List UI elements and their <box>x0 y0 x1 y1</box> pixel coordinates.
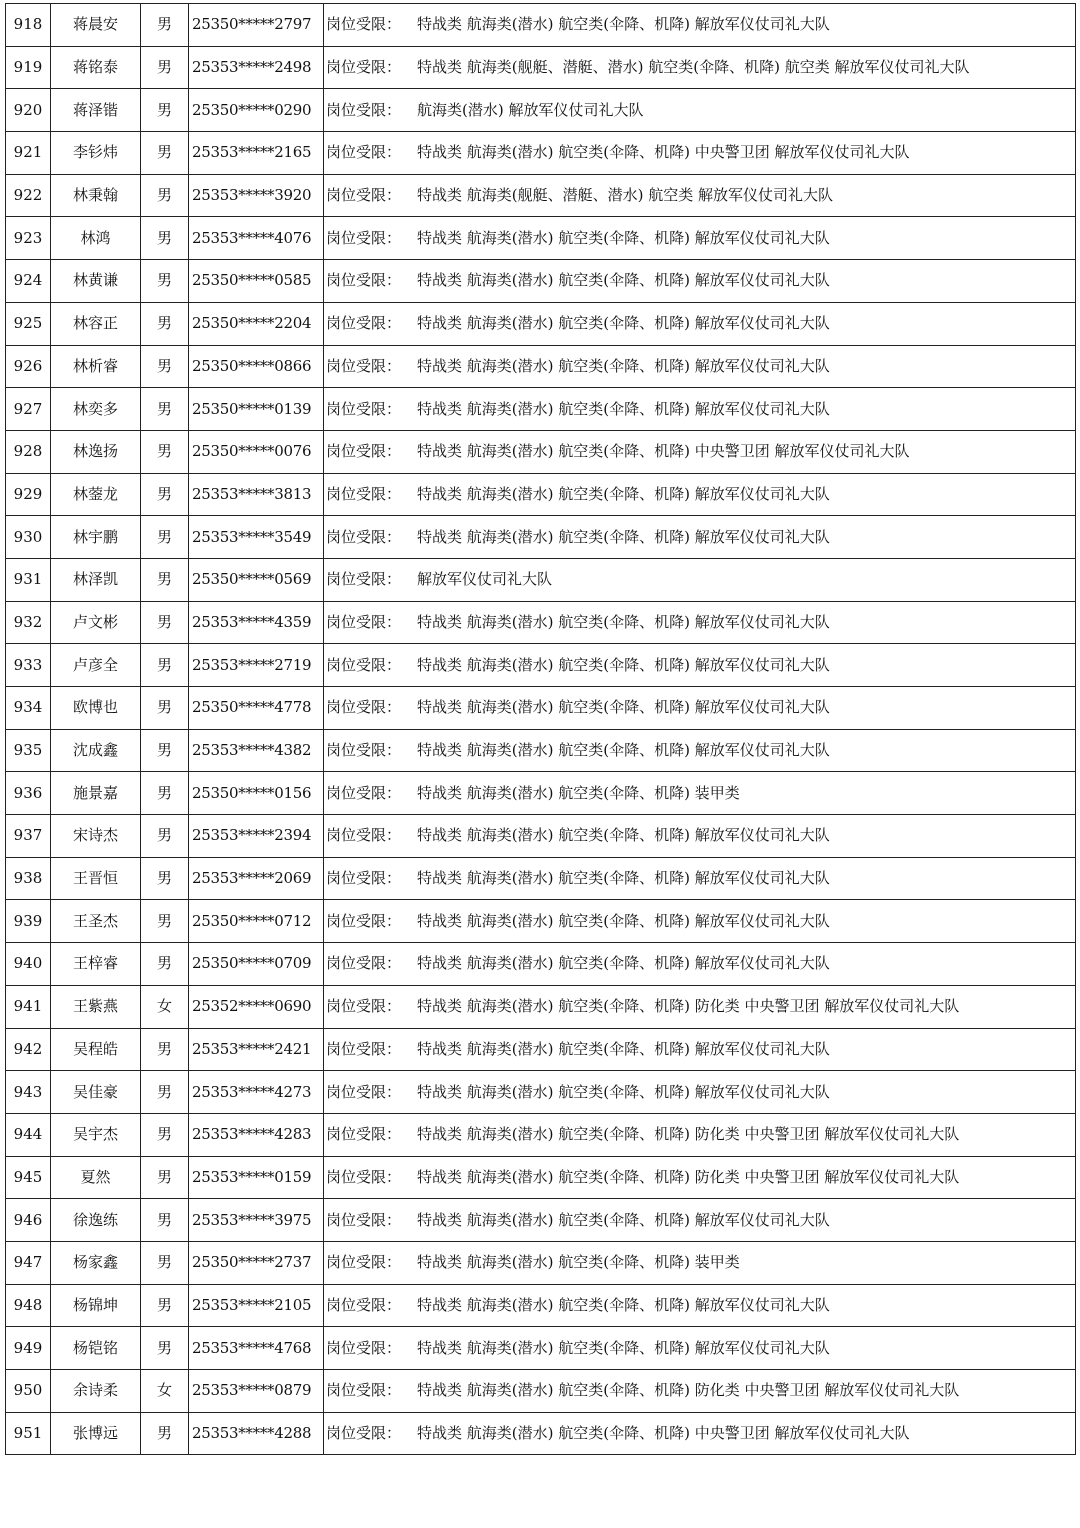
table-row <box>6 1028 1076 1071</box>
candidate-id: 25353*****4768 <box>189 1327 324 1370</box>
row-number: 938 <box>6 857 51 900</box>
candidate-name: 蒋晨安 <box>51 4 141 47</box>
candidate-id: 25353*****4283 <box>189 1113 324 1156</box>
restriction-text: 特战类 航海类(潜水) 航空类(伞降、机降) 解放军仪仗司礼大队 <box>417 527 830 546</box>
candidate-id: 25353*****3975 <box>189 1199 324 1242</box>
restriction-text: 特战类 航海类(潜水) 航空类(伞降、机降) 解放军仪仗司礼大队 <box>417 655 830 674</box>
candidate-id: 25350*****2797 <box>189 4 324 47</box>
restriction-cell <box>324 174 1076 217</box>
candidate-name: 吴程皓 <box>51 1028 141 1071</box>
restriction-label: 岗位受限： <box>326 15 402 34</box>
restriction-text: 解放军仪仗司礼大队 <box>417 570 553 589</box>
candidate-name: 张博远 <box>51 1412 141 1455</box>
row-number: 944 <box>6 1113 51 1156</box>
table-row <box>6 4 1076 47</box>
candidate-id: 25353*****4382 <box>189 729 324 772</box>
restriction-text: 特战类 航海类(潜水) 航空类(伞降、机降) 解放军仪仗司礼大队 <box>417 741 830 760</box>
restriction-text: 特战类 航海类(潜水) 航空类(伞降、机降) 中央警卫团 解放军仪仗司礼大队 <box>417 143 910 162</box>
restriction-cell <box>324 1199 1076 1242</box>
restriction-cell <box>324 345 1076 388</box>
restriction-text: 特战类 航海类(潜水) 航空类(伞降、机降) 解放军仪仗司礼大队 <box>417 826 830 845</box>
candidate-id: 25353*****4288 <box>189 1412 324 1455</box>
table-row <box>6 644 1076 687</box>
restriction-text: 航海类(潜水) 解放军仪仗司礼大队 <box>417 100 644 119</box>
row-number: 943 <box>6 1071 51 1114</box>
restriction-text: 特战类 航海类(潜水) 航空类(伞降、机降) 解放军仪仗司礼大队 <box>417 399 830 418</box>
candidate-id: 25352*****0690 <box>189 985 324 1028</box>
restriction-cell <box>324 1028 1076 1071</box>
candidate-gender: 男 <box>141 89 189 132</box>
table-row <box>6 132 1076 175</box>
table-row <box>6 1199 1076 1242</box>
candidate-name: 沈成鑫 <box>51 729 141 772</box>
candidate-id: 25353*****2165 <box>189 132 324 175</box>
restriction-label: 岗位受限： <box>326 1338 402 1357</box>
restriction-cell <box>324 1113 1076 1156</box>
candidate-name: 林秉翰 <box>51 174 141 217</box>
candidate-id: 25353*****3813 <box>189 473 324 516</box>
candidate-name: 卢彦全 <box>51 644 141 687</box>
table-row <box>6 601 1076 644</box>
candidate-gender: 男 <box>141 473 189 516</box>
row-number: 920 <box>6 89 51 132</box>
table-row <box>6 1327 1076 1370</box>
table-row <box>6 260 1076 303</box>
restriction-label: 岗位受限： <box>326 58 402 77</box>
candidate-name: 林逸扬 <box>51 430 141 473</box>
restriction-label: 岗位受限： <box>326 527 402 546</box>
restriction-text: 特战类 航海类(潜水) 航空类(伞降、机降) 中央警卫团 解放军仪仗司礼大队 <box>417 442 910 461</box>
restriction-cell <box>324 601 1076 644</box>
table-row <box>6 345 1076 388</box>
candidate-name: 王晋恒 <box>51 857 141 900</box>
row-number: 947 <box>6 1241 51 1284</box>
restriction-text: 特战类 航海类(潜水) 航空类(伞降、机降) 解放军仪仗司礼大队 <box>417 1295 830 1314</box>
table-row <box>6 985 1076 1028</box>
candidate-name: 王圣杰 <box>51 900 141 943</box>
row-number: 935 <box>6 729 51 772</box>
table-row <box>6 1284 1076 1327</box>
restriction-label: 岗位受限： <box>326 399 402 418</box>
row-number: 950 <box>6 1370 51 1413</box>
candidate-id: 25350*****0709 <box>189 943 324 986</box>
candidate-name: 徐逸练 <box>51 1199 141 1242</box>
restriction-text: 特战类 航海类(潜水) 航空类(伞降、机降) 防化类 中央警卫团 解放军仪仗司礼大队 <box>417 1381 960 1400</box>
restriction-cell <box>324 900 1076 943</box>
candidate-name: 林奕多 <box>51 388 141 431</box>
row-number: 941 <box>6 985 51 1028</box>
candidate-name: 林宇鹏 <box>51 516 141 559</box>
restriction-cell <box>324 260 1076 303</box>
row-number: 948 <box>6 1284 51 1327</box>
restriction-text: 特战类 航海类(潜水) 航空类(伞降、机降) 解放军仪仗司礼大队 <box>417 612 830 631</box>
candidate-gender: 男 <box>141 1199 189 1242</box>
row-number: 932 <box>6 601 51 644</box>
table-row <box>6 900 1076 943</box>
restriction-label: 岗位受限： <box>326 442 402 461</box>
restriction-label: 岗位受限： <box>326 228 402 247</box>
row-number: 927 <box>6 388 51 431</box>
candidate-id: 25353*****2719 <box>189 644 324 687</box>
candidate-gender: 男 <box>141 345 189 388</box>
restriction-label: 岗位受限： <box>326 826 402 845</box>
restriction-text: 特战类 航海类(舰艇、潜艇、潜水) 航空类 解放军仪仗司礼大队 <box>417 186 834 205</box>
restriction-label: 岗位受限： <box>326 698 402 717</box>
table-row <box>6 46 1076 89</box>
restriction-cell <box>324 217 1076 260</box>
restriction-label: 岗位受限： <box>326 100 402 119</box>
candidate-name: 卢文彬 <box>51 601 141 644</box>
restriction-cell <box>324 473 1076 516</box>
row-number: 919 <box>6 46 51 89</box>
table-row <box>6 772 1076 815</box>
row-number: 933 <box>6 644 51 687</box>
restriction-cell <box>324 558 1076 601</box>
restriction-text: 特战类 航海类(潜水) 航空类(伞降、机降) 解放军仪仗司礼大队 <box>417 484 830 503</box>
candidate-id: 25350*****0585 <box>189 260 324 303</box>
row-number: 925 <box>6 302 51 345</box>
restriction-cell <box>324 1412 1076 1455</box>
candidate-id: 25353*****2421 <box>189 1028 324 1071</box>
restriction-cell <box>324 1327 1076 1370</box>
row-number: 946 <box>6 1199 51 1242</box>
candidate-gender: 男 <box>141 388 189 431</box>
candidate-id: 25353*****2394 <box>189 815 324 858</box>
restriction-label: 岗位受限： <box>326 954 402 973</box>
restriction-cell <box>324 302 1076 345</box>
candidate-gender: 男 <box>141 943 189 986</box>
restriction-label: 岗位受限： <box>326 1167 402 1186</box>
table-row <box>6 857 1076 900</box>
candidate-gender: 男 <box>141 857 189 900</box>
row-number: 924 <box>6 260 51 303</box>
row-number: 930 <box>6 516 51 559</box>
candidate-name: 王梓睿 <box>51 943 141 986</box>
candidate-gender: 男 <box>141 900 189 943</box>
restriction-cell <box>324 687 1076 730</box>
candidate-gender: 男 <box>141 601 189 644</box>
row-number: 921 <box>6 132 51 175</box>
candidate-gender: 男 <box>141 4 189 47</box>
restriction-label: 岗位受限： <box>326 783 402 802</box>
row-number: 949 <box>6 1327 51 1370</box>
row-number: 934 <box>6 687 51 730</box>
restriction-label: 岗位受限： <box>326 1210 402 1229</box>
table-row <box>6 943 1076 986</box>
candidate-name: 杨铠铭 <box>51 1327 141 1370</box>
candidate-gender: 男 <box>141 1241 189 1284</box>
candidate-id: 25353*****2105 <box>189 1284 324 1327</box>
row-number: 928 <box>6 430 51 473</box>
restriction-text: 特战类 航海类(潜水) 航空类(伞降、机降) 解放军仪仗司礼大队 <box>417 954 830 973</box>
candidate-gender: 男 <box>141 46 189 89</box>
candidate-name: 林鸿 <box>51 217 141 260</box>
table-row <box>6 1113 1076 1156</box>
restriction-label: 岗位受限： <box>326 997 402 1016</box>
restriction-cell <box>324 1156 1076 1199</box>
table-row <box>6 558 1076 601</box>
candidate-name: 杨家鑫 <box>51 1241 141 1284</box>
row-number: 940 <box>6 943 51 986</box>
candidate-name: 夏然 <box>51 1156 141 1199</box>
row-number: 918 <box>6 4 51 47</box>
restriction-text: 特战类 航海类(潜水) 航空类(伞降、机降) 解放军仪仗司礼大队 <box>417 1338 830 1357</box>
candidate-name: 林黄谦 <box>51 260 141 303</box>
candidate-gender: 男 <box>141 217 189 260</box>
candidate-id: 25350*****2204 <box>189 302 324 345</box>
restriction-text: 特战类 航海类(潜水) 航空类(伞降、机降) 解放军仪仗司礼大队 <box>417 869 830 888</box>
restriction-label: 岗位受限： <box>326 1381 402 1400</box>
restriction-cell <box>324 430 1076 473</box>
candidate-id: 25353*****4359 <box>189 601 324 644</box>
candidate-name: 林容正 <box>51 302 141 345</box>
row-number: 926 <box>6 345 51 388</box>
table-row <box>6 430 1076 473</box>
candidate-name: 吴佳豪 <box>51 1071 141 1114</box>
row-number: 923 <box>6 217 51 260</box>
candidate-id: 25350*****2737 <box>189 1241 324 1284</box>
restriction-text: 特战类 航海类(潜水) 航空类(伞降、机降) 解放军仪仗司礼大队 <box>417 356 830 375</box>
table-row <box>6 815 1076 858</box>
restriction-cell <box>324 516 1076 559</box>
row-number: 922 <box>6 174 51 217</box>
restriction-cell <box>324 857 1076 900</box>
candidate-name: 宋诗杰 <box>51 815 141 858</box>
candidate-id: 25353*****0879 <box>189 1370 324 1413</box>
restriction-text: 特战类 航海类(潜水) 航空类(伞降、机降) 解放军仪仗司礼大队 <box>417 1082 830 1101</box>
candidate-gender: 女 <box>141 1370 189 1413</box>
candidate-gender: 男 <box>141 558 189 601</box>
restriction-label: 岗位受限： <box>326 911 402 930</box>
restriction-cell <box>324 1284 1076 1327</box>
restriction-label: 岗位受限： <box>326 1082 402 1101</box>
candidate-id: 25353*****4273 <box>189 1071 324 1114</box>
candidate-name: 余诗柔 <box>51 1370 141 1413</box>
candidate-id: 25350*****0866 <box>189 345 324 388</box>
candidate-name: 蒋泽锴 <box>51 89 141 132</box>
table-row <box>6 729 1076 772</box>
restriction-cell <box>324 772 1076 815</box>
candidate-id: 25350*****0156 <box>189 772 324 815</box>
restriction-cell <box>324 1241 1076 1284</box>
restriction-label: 岗位受限： <box>326 741 402 760</box>
row-number: 929 <box>6 473 51 516</box>
candidate-table <box>5 3 1076 1455</box>
candidate-name: 林泽凯 <box>51 558 141 601</box>
candidate-gender: 男 <box>141 1113 189 1156</box>
restriction-text: 特战类 航海类(潜水) 航空类(伞降、机降) 解放军仪仗司礼大队 <box>417 228 830 247</box>
candidate-name: 施景嘉 <box>51 772 141 815</box>
candidate-gender: 男 <box>141 729 189 772</box>
restriction-label: 岗位受限： <box>326 143 402 162</box>
candidate-id: 25350*****0712 <box>189 900 324 943</box>
candidate-name: 王紫燕 <box>51 985 141 1028</box>
restriction-cell <box>324 89 1076 132</box>
row-number: 937 <box>6 815 51 858</box>
restriction-label: 岗位受限： <box>326 484 402 503</box>
candidate-id: 25353*****0159 <box>189 1156 324 1199</box>
restriction-text: 特战类 航海类(潜水) 航空类(伞降、机降) 防化类 中央警卫团 解放军仪仗司礼大队 <box>417 1125 960 1144</box>
row-number: 942 <box>6 1028 51 1071</box>
restriction-label: 岗位受限： <box>326 1424 402 1443</box>
table-body <box>6 4 1076 1455</box>
table-row <box>6 1071 1076 1114</box>
restriction-cell <box>324 46 1076 89</box>
restriction-text: 特战类 航海类(潜水) 航空类(伞降、机降) 解放军仪仗司礼大队 <box>417 1039 830 1058</box>
row-number: 936 <box>6 772 51 815</box>
candidate-name: 杨锦坤 <box>51 1284 141 1327</box>
candidate-name: 吴宇杰 <box>51 1113 141 1156</box>
candidate-gender: 男 <box>141 1028 189 1071</box>
table-row <box>6 1241 1076 1284</box>
restriction-cell <box>324 1071 1076 1114</box>
restriction-text: 特战类 航海类(潜水) 航空类(伞降、机降) 解放军仪仗司礼大队 <box>417 314 830 333</box>
candidate-id: 25350*****0290 <box>189 89 324 132</box>
row-number: 945 <box>6 1156 51 1199</box>
restriction-text: 特战类 航海类(潜水) 航空类(伞降、机降) 解放军仪仗司礼大队 <box>417 911 830 930</box>
candidate-name: 林蓥龙 <box>51 473 141 516</box>
restriction-label: 岗位受限： <box>326 1039 402 1058</box>
candidate-id: 25353*****3920 <box>189 174 324 217</box>
table-row <box>6 388 1076 431</box>
restriction-cell <box>324 1370 1076 1413</box>
restriction-cell <box>324 4 1076 47</box>
table-row <box>6 1156 1076 1199</box>
candidate-id: 25353*****3549 <box>189 516 324 559</box>
restriction-label: 岗位受限： <box>326 271 402 290</box>
restriction-text: 特战类 航海类(潜水) 航空类(伞降、机降) 防化类 中央警卫团 解放军仪仗司礼大队 <box>417 997 960 1016</box>
candidate-id: 25350*****0076 <box>189 430 324 473</box>
restriction-text: 特战类 航海类(潜水) 航空类(伞降、机降) 解放军仪仗司礼大队 <box>417 271 830 290</box>
candidate-gender: 男 <box>141 1412 189 1455</box>
restriction-cell <box>324 644 1076 687</box>
candidate-gender: 男 <box>141 772 189 815</box>
candidate-gender: 男 <box>141 516 189 559</box>
restriction-label: 岗位受限： <box>326 612 402 631</box>
candidate-id: 25353*****2498 <box>189 46 324 89</box>
candidate-gender: 女 <box>141 985 189 1028</box>
restriction-text: 特战类 航海类(潜水) 航空类(伞降、机降) 中央警卫团 解放军仪仗司礼大队 <box>417 1424 910 1443</box>
restriction-label: 岗位受限： <box>326 186 402 205</box>
candidate-id: 25350*****0139 <box>189 388 324 431</box>
row-number: 931 <box>6 558 51 601</box>
candidate-gender: 男 <box>141 1327 189 1370</box>
restriction-label: 岗位受限： <box>326 655 402 674</box>
restriction-cell <box>324 943 1076 986</box>
row-number: 951 <box>6 1412 51 1455</box>
candidate-name: 蒋铭泰 <box>51 46 141 89</box>
restriction-text: 特战类 航海类(潜水) 航空类(伞降、机降) 解放军仪仗司礼大队 <box>417 1210 830 1229</box>
candidate-gender: 男 <box>141 1156 189 1199</box>
candidate-id: 25350*****0569 <box>189 558 324 601</box>
restriction-label: 岗位受限： <box>326 1125 402 1144</box>
restriction-cell <box>324 815 1076 858</box>
restriction-label: 岗位受限： <box>326 1295 402 1314</box>
table-row <box>6 516 1076 559</box>
restriction-label: 岗位受限： <box>326 356 402 375</box>
table-row <box>6 473 1076 516</box>
restriction-text: 特战类 航海类(潜水) 航空类(伞降、机降) 防化类 中央警卫团 解放军仪仗司礼大队 <box>417 1167 960 1186</box>
table-row <box>6 217 1076 260</box>
restriction-label: 岗位受限： <box>326 570 402 589</box>
candidate-gender: 男 <box>141 687 189 730</box>
restriction-cell <box>324 388 1076 431</box>
candidate-gender: 男 <box>141 132 189 175</box>
restriction-text: 特战类 航海类(潜水) 航空类(伞降、机降) 解放军仪仗司礼大队 <box>417 698 830 717</box>
restriction-text: 特战类 航海类(舰艇、潜艇、潜水) 航空类(伞降、机降) 航空类 解放军仪仗司礼大队 <box>417 58 970 77</box>
table-row <box>6 687 1076 730</box>
restriction-cell <box>324 132 1076 175</box>
restriction-text: 特战类 航海类(潜水) 航空类(伞降、机降) 解放军仪仗司礼大队 <box>417 15 830 34</box>
restriction-label: 岗位受限： <box>326 1253 402 1272</box>
candidate-name: 李钐炜 <box>51 132 141 175</box>
candidate-gender: 男 <box>141 815 189 858</box>
table-row <box>6 302 1076 345</box>
candidate-gender: 男 <box>141 644 189 687</box>
candidate-gender: 男 <box>141 302 189 345</box>
table-row <box>6 1412 1076 1455</box>
restriction-label: 岗位受限： <box>326 869 402 888</box>
candidate-gender: 男 <box>141 260 189 303</box>
restriction-text: 特战类 航海类(潜水) 航空类(伞降、机降) 装甲类 <box>417 783 740 802</box>
candidate-name: 林析睿 <box>51 345 141 388</box>
candidate-id: 25353*****2069 <box>189 857 324 900</box>
candidate-gender: 男 <box>141 1284 189 1327</box>
candidate-name: 欧博也 <box>51 687 141 730</box>
candidate-gender: 男 <box>141 1071 189 1114</box>
table-row <box>6 89 1076 132</box>
restriction-cell <box>324 729 1076 772</box>
candidate-gender: 男 <box>141 430 189 473</box>
row-number: 939 <box>6 900 51 943</box>
candidate-id: 25353*****4076 <box>189 217 324 260</box>
candidate-gender: 男 <box>141 174 189 217</box>
candidate-id: 25350*****4778 <box>189 687 324 730</box>
table-row <box>6 1370 1076 1413</box>
table-row <box>6 174 1076 217</box>
restriction-text: 特战类 航海类(潜水) 航空类(伞降、机降) 装甲类 <box>417 1253 740 1272</box>
restriction-cell <box>324 985 1076 1028</box>
restriction-label: 岗位受限： <box>326 314 402 333</box>
